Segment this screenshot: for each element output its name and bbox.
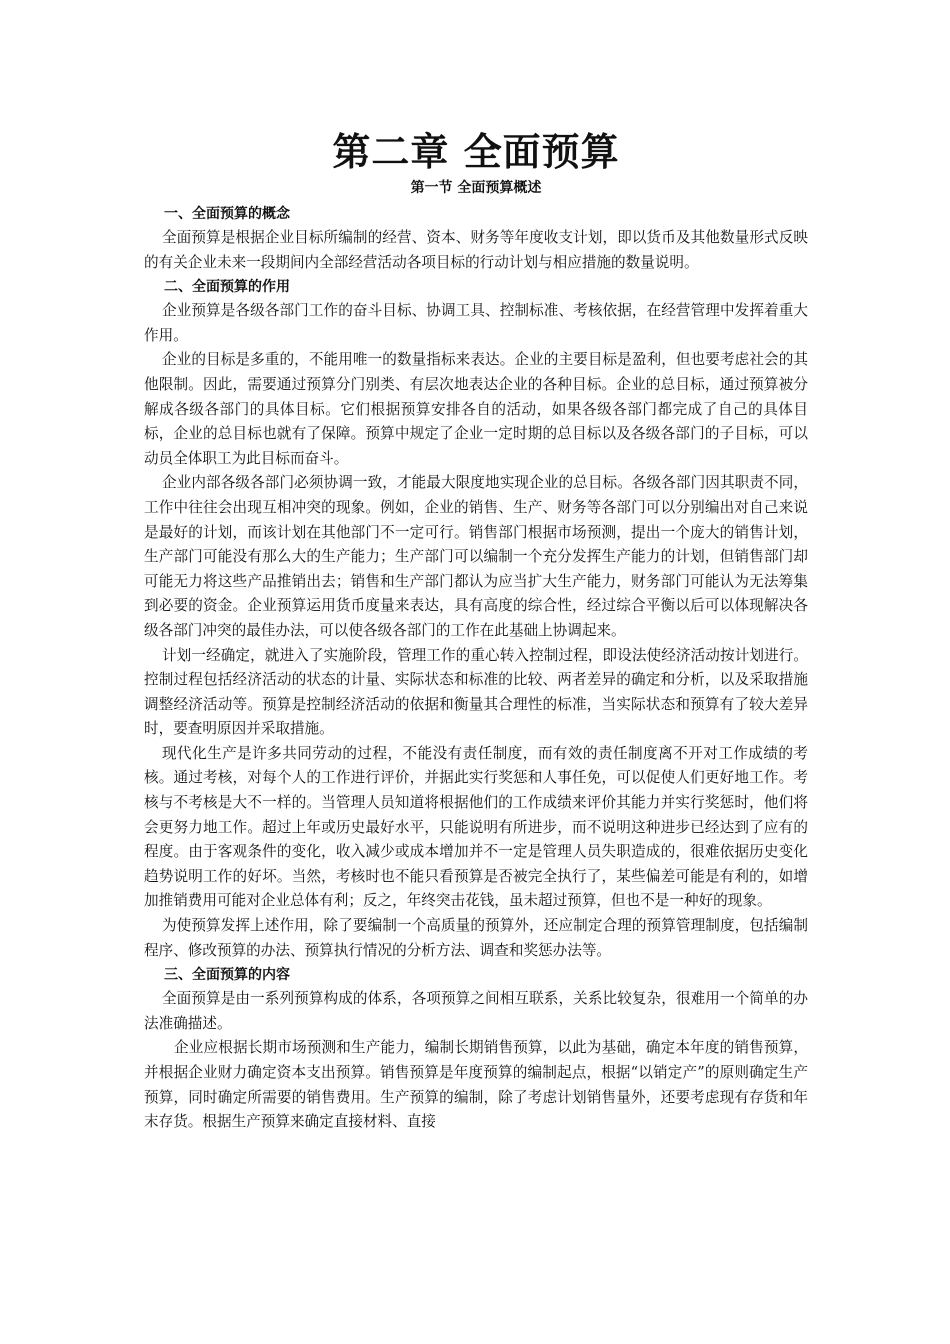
section-title: 第一节 全面预算概述 — [410, 180, 542, 196]
paragraph: 企业内部各级各部门必须协调一致，才能最大限度地实现企业的总目标。各级各部门因其职责不同，工作中往往会出现互相冲突的现象。例如，企业的销售、生产、财务等各部门可以分别编出对自己来说是最好的计划，而该计划在其他部门不一定可行。销售部门根据市场预测，提出一个庞大的销售计划，生产部门可能没有那么大的生产能力；生产部门可以编制一个充分发挥生产能力的计划，但销售部门却可能无力将这些产品推销出去；销售和生产部门都认为应当扩大生产能力，财务部门可能认为无法筹集到必要的资金。企业预算运用货币度量来表达，具有高度的综合性，经过综合平衡以后可以体现解决各级各部门冲突的最佳办法，可以使各级各部门的工作在此基础上协调起来。 — [144, 474, 808, 639]
paragraph: 现代化生产是许多共同劳动的过程，不能没有责任制度，而有效的责任制度离不开对工作成绩的考核。通过考核，对每个人的工作进行评价，并据此实行奖惩和人事任免，可以促使人们更好地工作。考核与不考核是大不一样的。当管理人员知道将根据他们的工作成绩来评价其能力并实行奖惩时，他们将会更努力地工作。超过上年或历史最好水平，只能说明有所进步，而不说明这种进步已经达到了应有的程度。由于客观条件的变化，收入减少或成本增加并不一定是管理人员失职造成的，很难依据历史变化趋势说明工作的好坏。当然，考核时也不能只看预算是否被完全执行了，某些偏差可能是有利的，如增加推销费用可能对企业总体有利；反之，年终突击花钱，虽未超过预算，但也不是一种好的现象。 — [144, 744, 808, 910]
heading-content: 三、全面预算的内容 — [164, 967, 290, 984]
heading-concept: 一、全面预算的概念 — [164, 206, 290, 222]
paragraph: 企业的目标是多重的，不能用唯一的数量指标来表达。企业的主要目标是盈利，但也要考虑社会的其他限制。因此，需要通过预算分门别类、有层次地表达企业的各种目标。企业的总目标，通过预算被分解成各级各部门的具体目标。它们根据预算安排各自的活动，如果各级各部门都完成了自己的具体目标，企业的总目标也就有了保障。预算中规定了企业一定时期的总目标以及各级各部门的子目标，可以动员全体职工为此目标而奋斗。 — [144, 351, 808, 467]
paragraph: 全面预算是根据企业目标所编制的经营、资本、财务等年度收支计划，即以货币及其他数量形式反映的有关企业未来一段期间内全部经营活动各项目标的行动计划与相应措施的数量说明。 — [144, 229, 808, 271]
paragraph: 全面预算是由一系列预算构成的体系，各项预算之间相互联系，关系比较复杂，很难用一个简单的办法准确描述。 — [144, 990, 808, 1032]
paragraph: 为使预算发挥上述作用，除了要编制一个高质量的预算外，还应制定合理的预算管理制度，包括编制程序、修改预算的办法、预算执行情况的分析方法、调查和奖惩办法等。 — [144, 917, 808, 959]
paragraph: 计划一经确定，就进入了实施阶段，管理工作的重心转入控制过程，即设法使经济活动按计划进行。控制过程包括经济活动的状态的计量、实际状态和标准的比较、两者差异的确定和分析，以及采取措施调整经济活动等。预算是控制经济活动的依据和衡量其合理性的标准，当实际状态和预算有了较大差异时，要查明原因并采取措施。 — [144, 646, 808, 738]
paragraph: 企业预算是各级各部门工作的奋斗目标、协调工具、控制标准、考核依据，在经营管理中发挥着重大作用。 — [144, 302, 808, 344]
heading-role: 二、全面预算的作用 — [164, 279, 290, 296]
document-page — [144, 128, 808, 1135]
chapter-title: 第二章 全面预算 — [332, 130, 620, 174]
paragraph: 企业应根据长期市场预测和生产能力，编制长期销售预算，以此为基础，确定本年度的销售预算，并根据企业财力确定资本支出预算。销售预算是年度预算的编制起点，根据“以销定产”的原则确定生产预算，同时确定所需要的销售费用。生产预算的编制，除了考虑计划销售量外，还要考虑现有存货和年末存货。根据生产预算来确定直接材料、直接 — [144, 1039, 808, 1131]
